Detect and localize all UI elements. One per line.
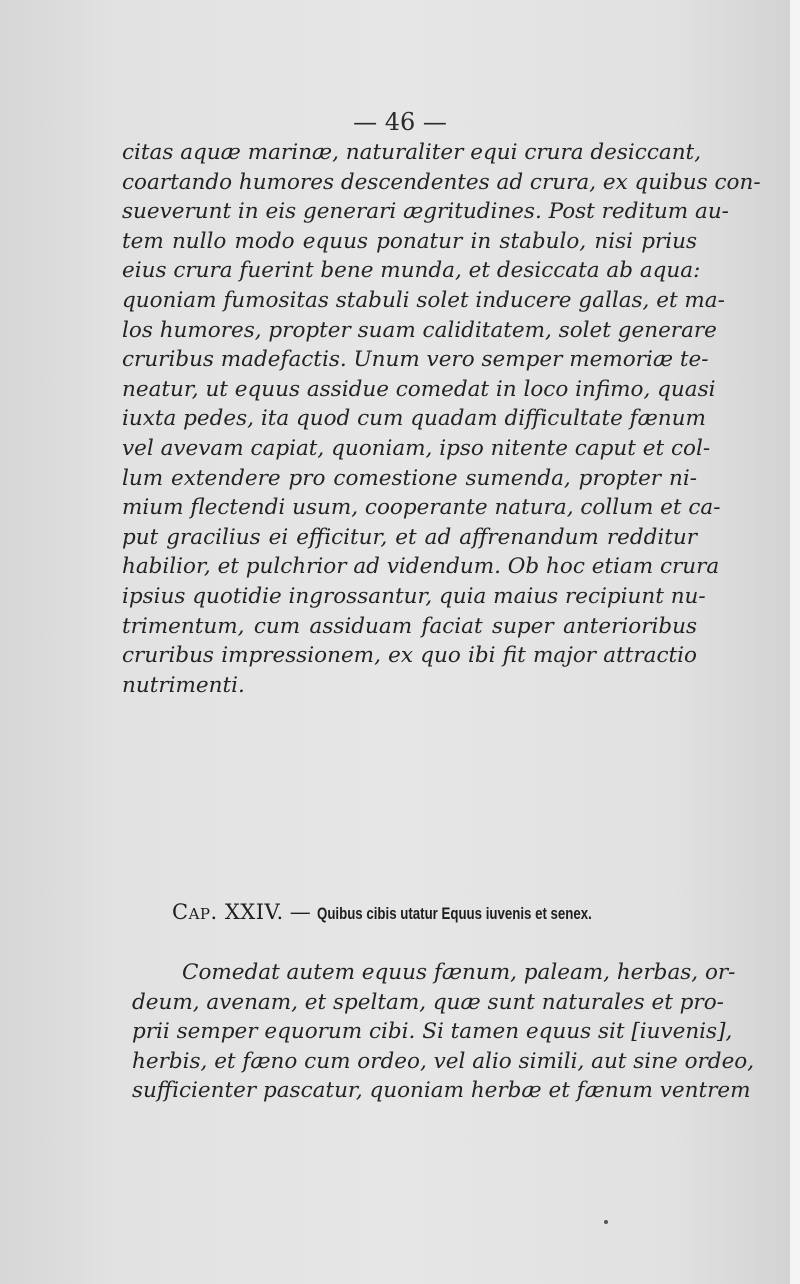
text-line: sueverunt in eis generari ægritudines. Post reditum au- <box>122 199 729 225</box>
ink-speck <box>604 1220 608 1224</box>
text-line: habilior, et pulchrior ad videndum. Ob hoc etiam crura <box>122 554 720 580</box>
text-line: nutrimenti. <box>122 672 245 698</box>
text-line: cruribus madefactis. Unum vero semper memoriæ te- <box>122 347 709 373</box>
paragraph-2 <box>132 958 755 1106</box>
chapter-dash: — <box>289 900 311 924</box>
paragraph-1 <box>122 138 761 700</box>
text-line: neatur, ut equus assidue comedat in loco infimo, quasi <box>122 376 716 402</box>
text-line: put gracilius ei efficitur, et ad affrenandum redditur <box>122 524 697 550</box>
text-line: cruribus impressionem, ex quo ibi fit major attractio <box>122 643 697 669</box>
text-line: Comedat autem equus fænum, paleam, herbas, or- <box>182 960 736 985</box>
chapter-label: Cap. XXIV. <box>172 900 284 924</box>
text-line: herbis, et fæno cum ordeo, vel alio simili, aut sine ordeo, <box>132 1048 755 1074</box>
text-line: lum extendere pro comestione sumenda, propter ni- <box>122 465 697 491</box>
text-line: mium flectendi usum, cooperante natura, collum et ca- <box>122 495 721 521</box>
chapter-heading <box>172 900 692 924</box>
text-line: ipsius quotidie ingrossantur, quia maius recipiunt nu- <box>122 583 706 609</box>
text-line: prii semper equorum cibi. Si tamen equus sit [iuvenis], <box>132 1019 733 1045</box>
text-line: trimentum, cum assiduam faciat super anterioribus <box>122 613 697 639</box>
text-line: sufficienter pascatur, quoniam herbæ et fænum ventrem <box>132 1078 751 1104</box>
text-line: eius crura fuerint bene munda, et desiccata ab aqua: <box>122 258 701 284</box>
text-line: tem nullo modo equus ponatur in stabulo, nisi prius <box>122 228 697 254</box>
text-line: citas aquæ marinæ, naturaliter equi crura desiccant, <box>122 140 702 165</box>
page-number: — 46 — <box>353 108 447 136</box>
text-line: los humores, propter suam caliditatem, solet generare <box>122 317 717 343</box>
text-line: deum, avenam, et speltam, quæ sunt naturales et pro- <box>132 989 724 1015</box>
page-edge <box>790 0 800 1284</box>
chapter-title: Quibus cibis utatur Equus iuvenis et senex. <box>316 904 592 923</box>
text-line: iuxta pedes, ita quod cum quadam difficultate fænum <box>122 406 706 432</box>
text-line: coartando humores descendentes ad crura, ex quibus con- <box>122 169 761 195</box>
text-line: quoniam fumositas stabuli solet inducere gallas, et ma- <box>122 287 725 313</box>
text-line: vel avevam capiat, quoniam, ipso nitente caput et col- <box>122 435 711 461</box>
